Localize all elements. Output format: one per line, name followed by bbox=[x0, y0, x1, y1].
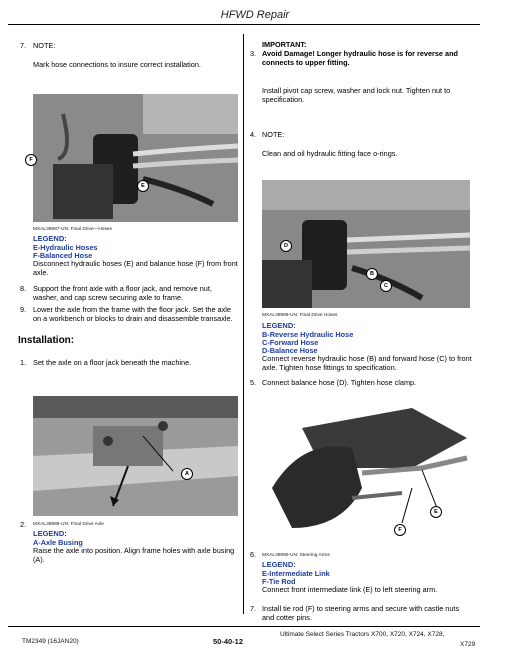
step-7-text: Mark hose connections to insure correct installation. bbox=[33, 60, 201, 69]
step-3-number: 3. bbox=[250, 49, 257, 58]
figure-3-legend-item: B-Reverse Hydraulic Hose bbox=[262, 330, 354, 339]
step-7-label: NOTE: bbox=[33, 41, 56, 50]
callout-e-fig1: E bbox=[137, 180, 149, 192]
installation-heading: Installation: bbox=[18, 335, 75, 346]
steering-arms-photo bbox=[262, 398, 472, 546]
figure-4-legend-item: E-Intermediate Link bbox=[262, 569, 330, 578]
figure-4-caption: MXAL39990-UN: Steering Arms bbox=[262, 553, 330, 558]
step-5-text: Connect balance hose (D). Tighten hose clamp. bbox=[262, 378, 417, 387]
step-4-text: Clean and oil hydraulic fitting face o-rings. bbox=[262, 149, 398, 158]
final-drive-hoses-photo bbox=[29, 94, 238, 222]
figure-2-legend-item: A-Axle Busing bbox=[33, 538, 83, 547]
step-7-right-number: 7. bbox=[250, 604, 257, 613]
figure-1-legend-item: F-Balanced Hose bbox=[33, 251, 93, 260]
figure-2-caption: MXAL39988-UN: Final Drive Axle bbox=[33, 522, 104, 527]
final-drive-axle-photo bbox=[33, 396, 238, 516]
figure-1-legend-title: LEGEND: bbox=[33, 234, 67, 243]
install-step-2-number: 2. bbox=[20, 520, 27, 529]
install-step-1-number: 1. bbox=[20, 358, 27, 367]
figure-2-legend-title: LEGEND: bbox=[33, 529, 67, 538]
step-8-text: Support the front axle with a floor jack, and remove nut, washer, and cap screw securing axle to frame. bbox=[33, 284, 212, 302]
step-6-number: 6. bbox=[250, 550, 257, 559]
step-7b-text: Disconnect hydraulic hoses (E) and balance hose (F) from front axle. bbox=[33, 259, 238, 277]
callout-d-fig3: D bbox=[280, 240, 292, 252]
column-divider bbox=[243, 34, 244, 614]
step-7-right-text: Install tie rod (F) to steering arms and secure with castle nuts and cotter pins. bbox=[262, 604, 460, 622]
step-3-important-text: Avoid Damage! Longer hydraulic hose is for reverse and connects to upper fitting. bbox=[262, 49, 458, 67]
figure-3-legend-item: C-Forward Hose bbox=[262, 338, 319, 347]
callout-f-fig1: F bbox=[25, 154, 37, 166]
figure-4-legend-title: LEGEND: bbox=[262, 560, 296, 569]
install-step-2-text: Raise the axle into position. Align frame holes with axle busing (A). bbox=[33, 546, 235, 564]
callout-a-fig2: A bbox=[181, 468, 193, 480]
step-4-label: NOTE: bbox=[262, 130, 285, 139]
step-4b-text: Connect reverse hydraulic hose (B) and forward hose (C) to front axle. Tighten hose fittings to specification. bbox=[262, 354, 472, 372]
callout-e-fig4: E bbox=[430, 506, 442, 518]
callout-f-fig4: F bbox=[394, 524, 406, 536]
figure-3-caption: MXAL39989-UN: Final Drive Hoses bbox=[262, 313, 338, 318]
footer-rule bbox=[8, 626, 480, 627]
figure-4-legend-item: F-Tie Rod bbox=[262, 577, 296, 586]
footer-doc-id: TM2349 (16JAN20) bbox=[22, 638, 79, 645]
figure-3-legend-title: LEGEND: bbox=[262, 321, 296, 330]
figure-1-caption: MXAL39987-UN: Final Drive—Hoses bbox=[33, 227, 112, 232]
final-drive-hoses-right-photo bbox=[262, 180, 470, 308]
page-header-title: HFWD Repair bbox=[220, 9, 290, 21]
callout-b-fig3: B bbox=[366, 268, 378, 280]
step-9-number: 9. bbox=[20, 305, 27, 314]
step-4-number: 4. bbox=[250, 130, 257, 139]
step-3-text: Install pivot cap screw, washer and lock nut. Tighten nut to specification. bbox=[262, 86, 451, 104]
step-5-number: 5. bbox=[250, 378, 257, 387]
step-7-number: 7. bbox=[20, 41, 27, 50]
step-8-number: 8. bbox=[20, 284, 27, 293]
footer-page-number: 50-40-12 bbox=[213, 637, 244, 646]
figure-1-legend-item: E-Hydraulic Hoses bbox=[33, 243, 98, 252]
footer-model-line-2: X729 bbox=[460, 641, 476, 648]
step-3-important-label: IMPORTANT: bbox=[262, 40, 307, 49]
step-9-text: Lower the axle from the frame with the floor jack. Set the axle on a workbench or blocks to drain and disassemble transaxle. bbox=[33, 305, 233, 323]
header-rule bbox=[8, 24, 480, 25]
figure-3-legend-item: D-Balance Hose bbox=[262, 346, 318, 355]
step-6-text: Connect front intermediate link (E) to left steering arm. bbox=[262, 585, 438, 594]
install-step-1-text: Set the axle on a floor jack beneath the machine. bbox=[33, 358, 192, 367]
callout-c-fig3: C bbox=[380, 280, 392, 292]
footer-model-line-1: Ultimate Select Series Tractors X700, X720, X724, X728, bbox=[280, 631, 445, 638]
